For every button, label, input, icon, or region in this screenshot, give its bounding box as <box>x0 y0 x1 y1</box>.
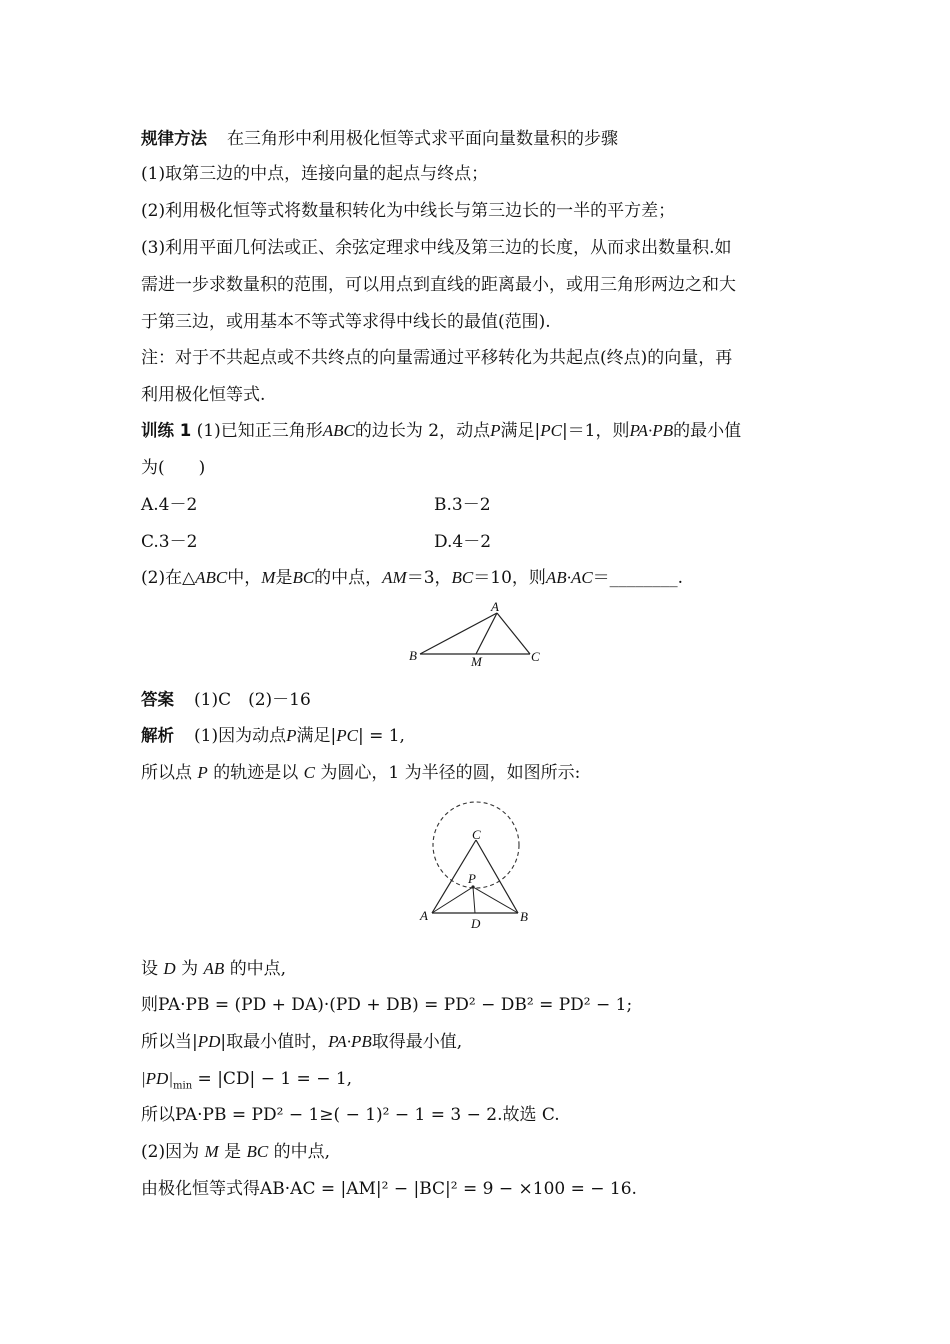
text: |取最小值时， <box>220 1032 329 1052</box>
subscript-min: min <box>173 1080 193 1092</box>
method-step3-line1: (3)利用平面几何法或正、余弦定理求中线及第三边的长度，从而求出数量积.如 <box>141 238 732 258</box>
method-note-line1: 注：对于不共起点或不共终点的向量需通过平移转化为共起点(终点)的向量，再 <box>141 348 733 368</box>
text: 的中点， <box>314 568 383 588</box>
text: 的边长为 2，动点 <box>354 421 491 441</box>
segment-pd <box>473 887 475 913</box>
text: 满足| <box>296 726 337 746</box>
text: 的最小值 <box>673 421 742 441</box>
text: 所以点 <box>141 763 192 783</box>
segment-ac <box>497 613 530 654</box>
text: 所以当| <box>141 1032 198 1052</box>
text: 的轨迹是以 <box>213 763 299 783</box>
text: ＝________. <box>592 568 684 588</box>
solution-line5 <box>141 1031 462 1053</box>
math-bc: BC <box>246 1142 269 1161</box>
option-d: D.4－2 <box>434 532 492 552</box>
math-ab-ac: AB·AC <box>545 568 593 587</box>
segment-pa <box>432 887 473 913</box>
math-pa-pb: PA·PB <box>629 421 674 440</box>
segment-bc <box>476 840 518 913</box>
text: (2)因为 <box>141 1142 200 1162</box>
math-pc: PC <box>336 726 358 745</box>
label-a: A <box>420 908 428 923</box>
option-c: C.3－2 <box>141 532 198 552</box>
method-step1: (1)取第三边的中点，连接向量的起点与终点； <box>141 164 489 184</box>
text: 为 <box>181 959 199 979</box>
label-m: M <box>471 654 482 669</box>
answer-text: (1)C (2)－16 <box>194 690 311 710</box>
text: 满足| <box>500 421 541 441</box>
text: 为圆心，1 为半径的圆，如图所示: <box>320 763 581 783</box>
math-pc: PC <box>540 421 562 440</box>
circle-triangle-figure <box>410 795 540 935</box>
text: | = 1, <box>357 726 405 746</box>
triangle-median-figure <box>400 598 550 670</box>
math-pd: |PD| <box>141 1069 174 1088</box>
dashed-circle <box>433 802 519 888</box>
label-b: B <box>409 648 417 663</box>
method-title: 在三角形中利用极化恒等式求平面向量数量积的步骤 <box>227 129 618 149</box>
method-step2: (2)利用极化恒等式将数量积转化为中线长与第三边长的一半的平方差； <box>141 201 676 221</box>
label-a: A <box>491 599 499 614</box>
math-c: C <box>303 763 315 782</box>
solution-line2 <box>141 762 580 784</box>
method-note-line2: 利用极化恒等式. <box>141 385 266 405</box>
option-b: B.3－2 <box>434 495 491 515</box>
answer-line <box>141 689 311 711</box>
segment-pb <box>473 887 518 913</box>
math-bc: BC <box>451 568 474 587</box>
label-d: D <box>471 916 481 931</box>
method-title-line <box>141 128 618 150</box>
solution-line4: 则PA·PB = (PD + DA)·(PD + DB) = PD² − DB² = PD² − 1; <box>141 995 633 1015</box>
exercise-q1-line1 <box>141 420 741 442</box>
math-m: M <box>261 568 276 587</box>
solution-heading: 解析 <box>141 726 174 745</box>
segment-ba <box>420 613 497 654</box>
text: 的中点, <box>273 1142 331 1162</box>
method-step3-line3: 于第三边，或用基本不等式等求得中线长的最值(范围). <box>141 312 551 332</box>
label-c: C <box>531 649 540 664</box>
method-heading: 规律方法 <box>141 129 207 148</box>
label-b: B <box>520 909 528 924</box>
text: 取得最小值, <box>371 1032 463 1052</box>
solution-line8 <box>141 1141 330 1163</box>
text: |＝1，则 <box>561 421 630 441</box>
math-p: P <box>197 763 208 782</box>
text: 中， <box>227 568 262 588</box>
text: = |CD| − 1 = − 1, <box>192 1069 353 1089</box>
answer-heading: 答案 <box>141 690 174 709</box>
math-m: M <box>204 1142 219 1161</box>
label-c: C <box>472 827 481 842</box>
exercise-q2 <box>141 567 683 589</box>
text: (2)在△ <box>141 568 196 588</box>
solution-line9: 由极化恒等式得AB·AC = |AM|² − |BC|² = 9 − ×100 = − 16. <box>141 1179 637 1199</box>
math-d: D <box>163 959 176 978</box>
solution-line3 <box>141 958 286 980</box>
text: (1)已知正三角形 <box>196 421 323 441</box>
text: 的中点, <box>229 959 287 979</box>
text: 设 <box>141 959 158 979</box>
method-step3-line2: 需进一步求数量积的范围，可以用点到直线的距离最小，或用三角形两边之和大 <box>141 275 736 295</box>
solution-line7: 所以PA·PB = PD² − 1≥( − 1)² − 1 = 3 − 2.故选 C. <box>141 1105 560 1125</box>
text: 是 <box>224 1142 242 1162</box>
exercise-q1-line2: 为( ) <box>141 458 206 478</box>
text: (1)因为动点 <box>194 726 287 746</box>
math-bc: BC <box>292 568 315 587</box>
option-a: A.4－2 <box>141 495 198 515</box>
text: ＝10，则 <box>473 568 546 588</box>
math-ab: AB <box>203 959 225 978</box>
text: 是 <box>275 568 293 588</box>
text: ＝3， <box>406 568 452 588</box>
math-pa-pb: PA·PB <box>328 1032 372 1051</box>
math-p: P <box>490 421 501 440</box>
solution-line6 <box>141 1068 352 1097</box>
math-p: P <box>286 726 297 745</box>
math-abc: ABC <box>322 421 355 440</box>
math-pd: PD <box>197 1032 221 1051</box>
math-abc: ABC <box>195 568 228 587</box>
exercise-heading: 训练 1 <box>141 421 192 440</box>
label-p: P <box>468 871 476 886</box>
solution-line1 <box>141 725 405 747</box>
math-am: AM <box>382 568 407 587</box>
